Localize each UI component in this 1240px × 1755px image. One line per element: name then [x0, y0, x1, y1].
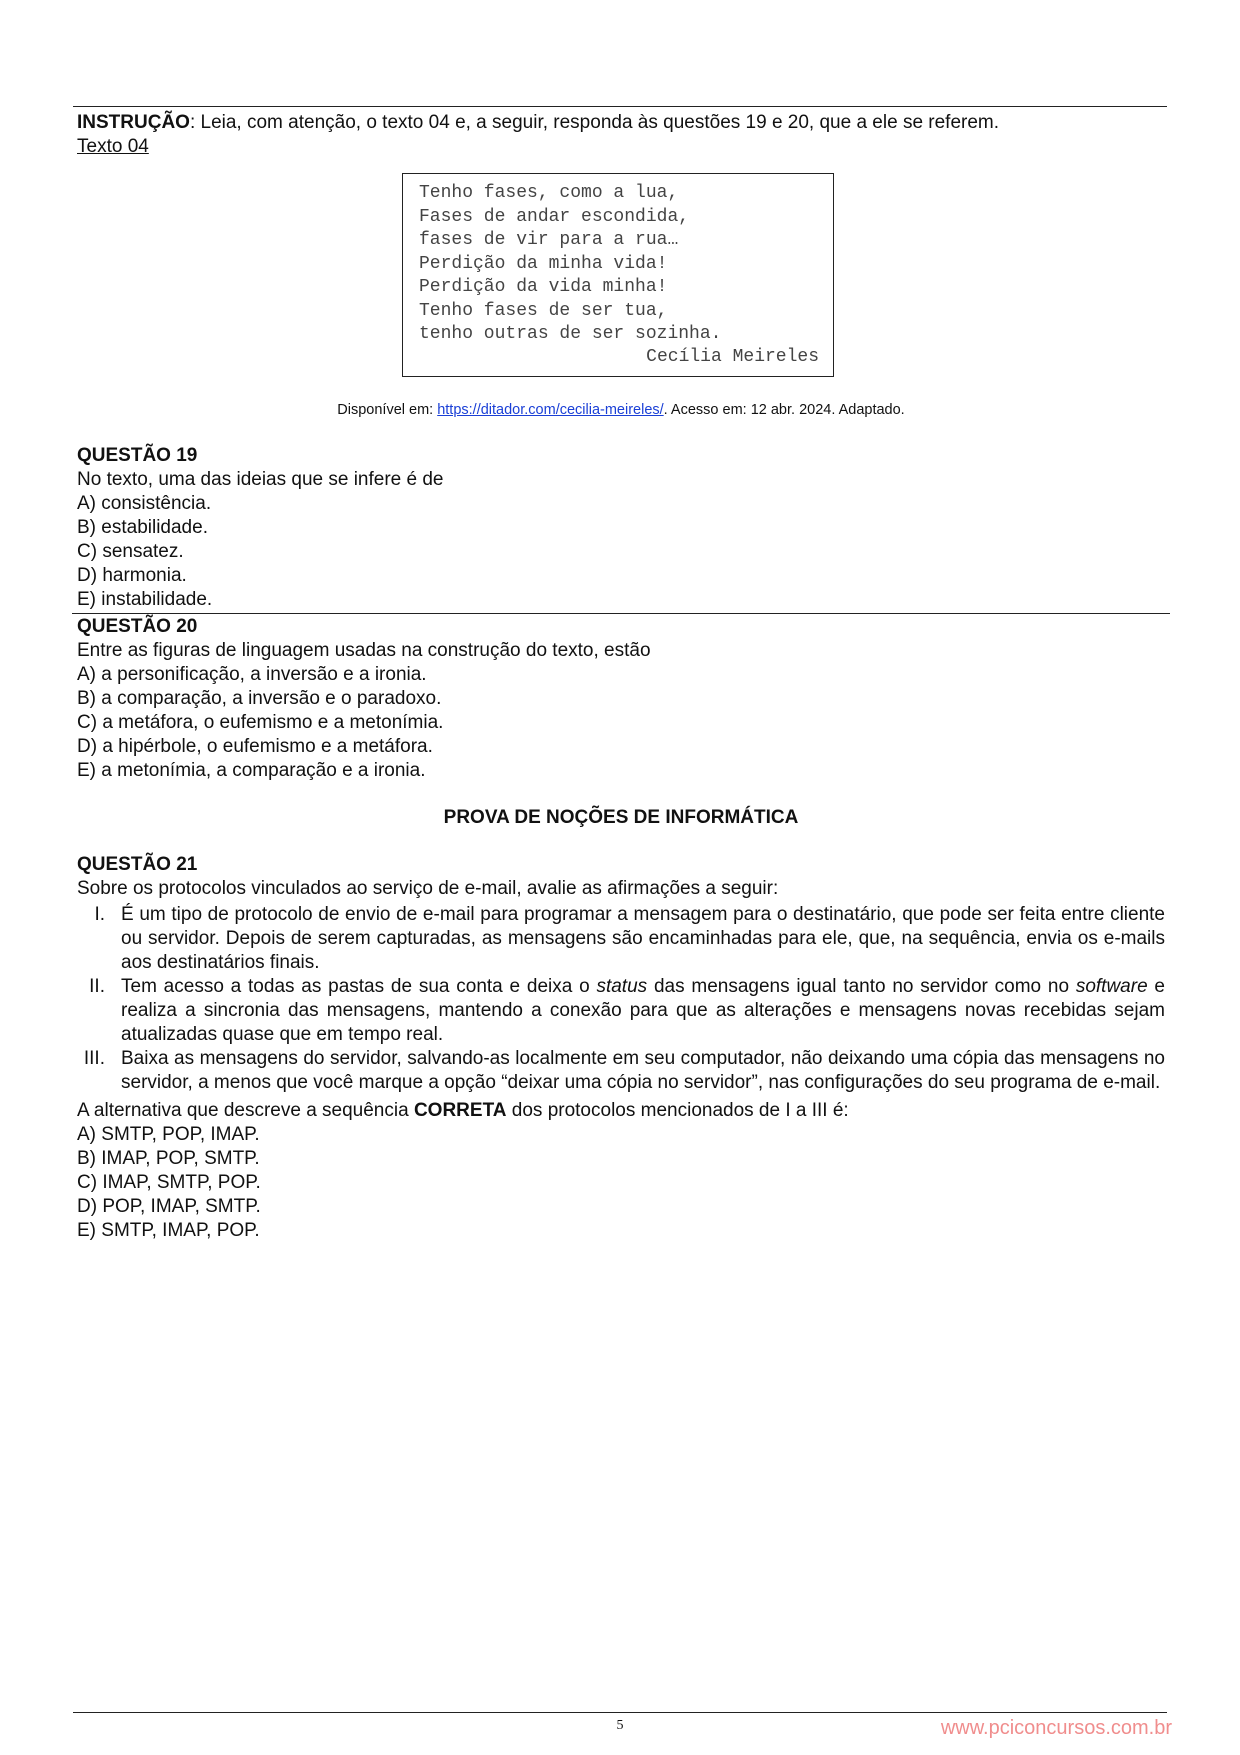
question-19-option: A) consistência. — [77, 493, 212, 514]
conclusion-text: dos protocolos mencionados de I a III é: — [506, 1100, 849, 1121]
statement-text: É um tipo de protocolo de envio de e-mail para programar a mensagem para o destinatário, que pode ser feita entre cliente ou servidor. Depois de serem capturadas, as mensagens são encaminhadas para ele, que, na sequência, envia os e-mails aos destinatários finais. — [121, 904, 1165, 973]
conclusion-bold: CORRETA — [413, 1100, 507, 1121]
question-20-option: E) a metonímia, a comparação e a ironia. — [77, 760, 426, 781]
question-21-option: C) IMAP, SMTP, POP. — [77, 1172, 261, 1193]
instruction-text: : Leia, com atenção, o texto 04 e, a seguir, responda às questões 19 e 20, que a ele se referem. — [189, 112, 1000, 133]
poem-line: Perdição da vida minha! — [419, 277, 668, 297]
question-19-stem: No texto, uma das ideias que se infere é de — [77, 469, 444, 490]
statement-item — [77, 1047, 1165, 1095]
section-title: PROVA DE NOÇÕES DE INFORMÁTICA — [443, 807, 799, 828]
statement-text: e realiza a sincronia das mensagens, mantendo a conexão para que as alterações e mensagens novas recebidas sejam atualizadas quase que em tempo real. — [121, 976, 1165, 1045]
question-21-option: A) SMTP, POP, IMAP. — [77, 1124, 260, 1145]
footer-rule — [73, 1712, 1167, 1713]
question-21-option: D) POP, IMAP, SMTP. — [77, 1196, 261, 1217]
question-19-option: E) instabilidade. — [77, 589, 213, 610]
question-21-stem: Sobre os protocolos vinculados ao serviço de e-mail, avalie as afirmações a seguir: — [77, 878, 779, 899]
question-19-option: D) harmonia. — [77, 565, 187, 586]
question-21-option: E) SMTP, IMAP, POP. — [77, 1220, 260, 1241]
poem-author: Cecília Meireles — [646, 346, 819, 367]
question-21-option: B) IMAP, POP, SMTP. — [77, 1148, 260, 1169]
statement-item — [77, 903, 1165, 975]
exam-page — [77, 107, 1165, 1243]
statement-text: das mensagens igual tanto no servidor como no — [647, 976, 1076, 997]
question-20-option: C) a metáfora, o eufemismo e a metonímia. — [77, 712, 444, 733]
poem-line: Perdição da minha vida! — [419, 253, 668, 274]
poem-line: Tenho fases de ser tua, — [419, 300, 668, 321]
statement-text: Baixa as mensagens do servidor, salvando-as localmente em seu computador, não deixando uma cópia das mensagens no servidor, a menos que você marque a opção “deixar uma cópia no servidor”, nas configurações do seu programa de e-mail. — [121, 1048, 1165, 1093]
statement-emphasis: status — [596, 976, 648, 997]
statement-number: II. — [89, 976, 105, 997]
instruction-label: INSTRUÇÃO — [77, 112, 190, 133]
divider — [72, 613, 1170, 614]
statement-number: I. — [94, 904, 105, 925]
poem-box — [402, 173, 834, 377]
watermark: www.pciconcursos.com.br — [940, 1717, 1172, 1739]
question-20-title: QUESTÃO 20 — [77, 616, 198, 637]
page-number: 5 — [616, 1718, 624, 1733]
statement-emphasis: software — [1075, 976, 1148, 997]
question-19-option: C) sensatez. — [77, 541, 184, 562]
question-21-title: QUESTÃO 21 — [77, 854, 198, 875]
question-19-title: QUESTÃO 19 — [77, 445, 198, 466]
question-19-option: B) estabilidade. — [77, 517, 208, 538]
question-20-option: D) a hipérbole, o eufemismo e a metáfora. — [77, 736, 433, 757]
question-21-conclusion — [77, 1099, 1165, 1123]
poem-line: Tenho fases, como a lua, — [419, 183, 679, 203]
texto-04-label: Texto 04 — [77, 136, 149, 157]
question-20-option: A) a personificação, a inversão e a ironia. — [77, 664, 427, 685]
source-link[interactable]: https://ditador.com/cecilia-meireles/ — [437, 402, 664, 418]
question-20-stem: Entre as figuras de linguagem usadas na construção do texto, estão — [77, 640, 651, 661]
statement-text: Tem acesso a todas as pastas de sua conta e deixa o — [121, 976, 597, 997]
source-suffix: . Acesso em: 12 abr. 2024. Adaptado. — [663, 402, 905, 418]
poem-line: fases de vir para a rua… — [419, 230, 679, 250]
statement-number: III. — [83, 1048, 105, 1069]
source-citation — [77, 400, 1165, 420]
source-prefix: Disponível em: — [337, 402, 438, 418]
conclusion-text: A alternativa que descreve a sequência — [77, 1100, 414, 1121]
instruction — [77, 111, 1165, 135]
poem-line: Fases de andar escondida, — [419, 206, 690, 227]
statement-item — [77, 975, 1165, 1047]
poem-line: tenho outras de ser sozinha. — [419, 324, 722, 344]
question-20-option: B) a comparação, a inversão e o paradoxo. — [77, 688, 442, 709]
statements-list — [77, 903, 1165, 1095]
